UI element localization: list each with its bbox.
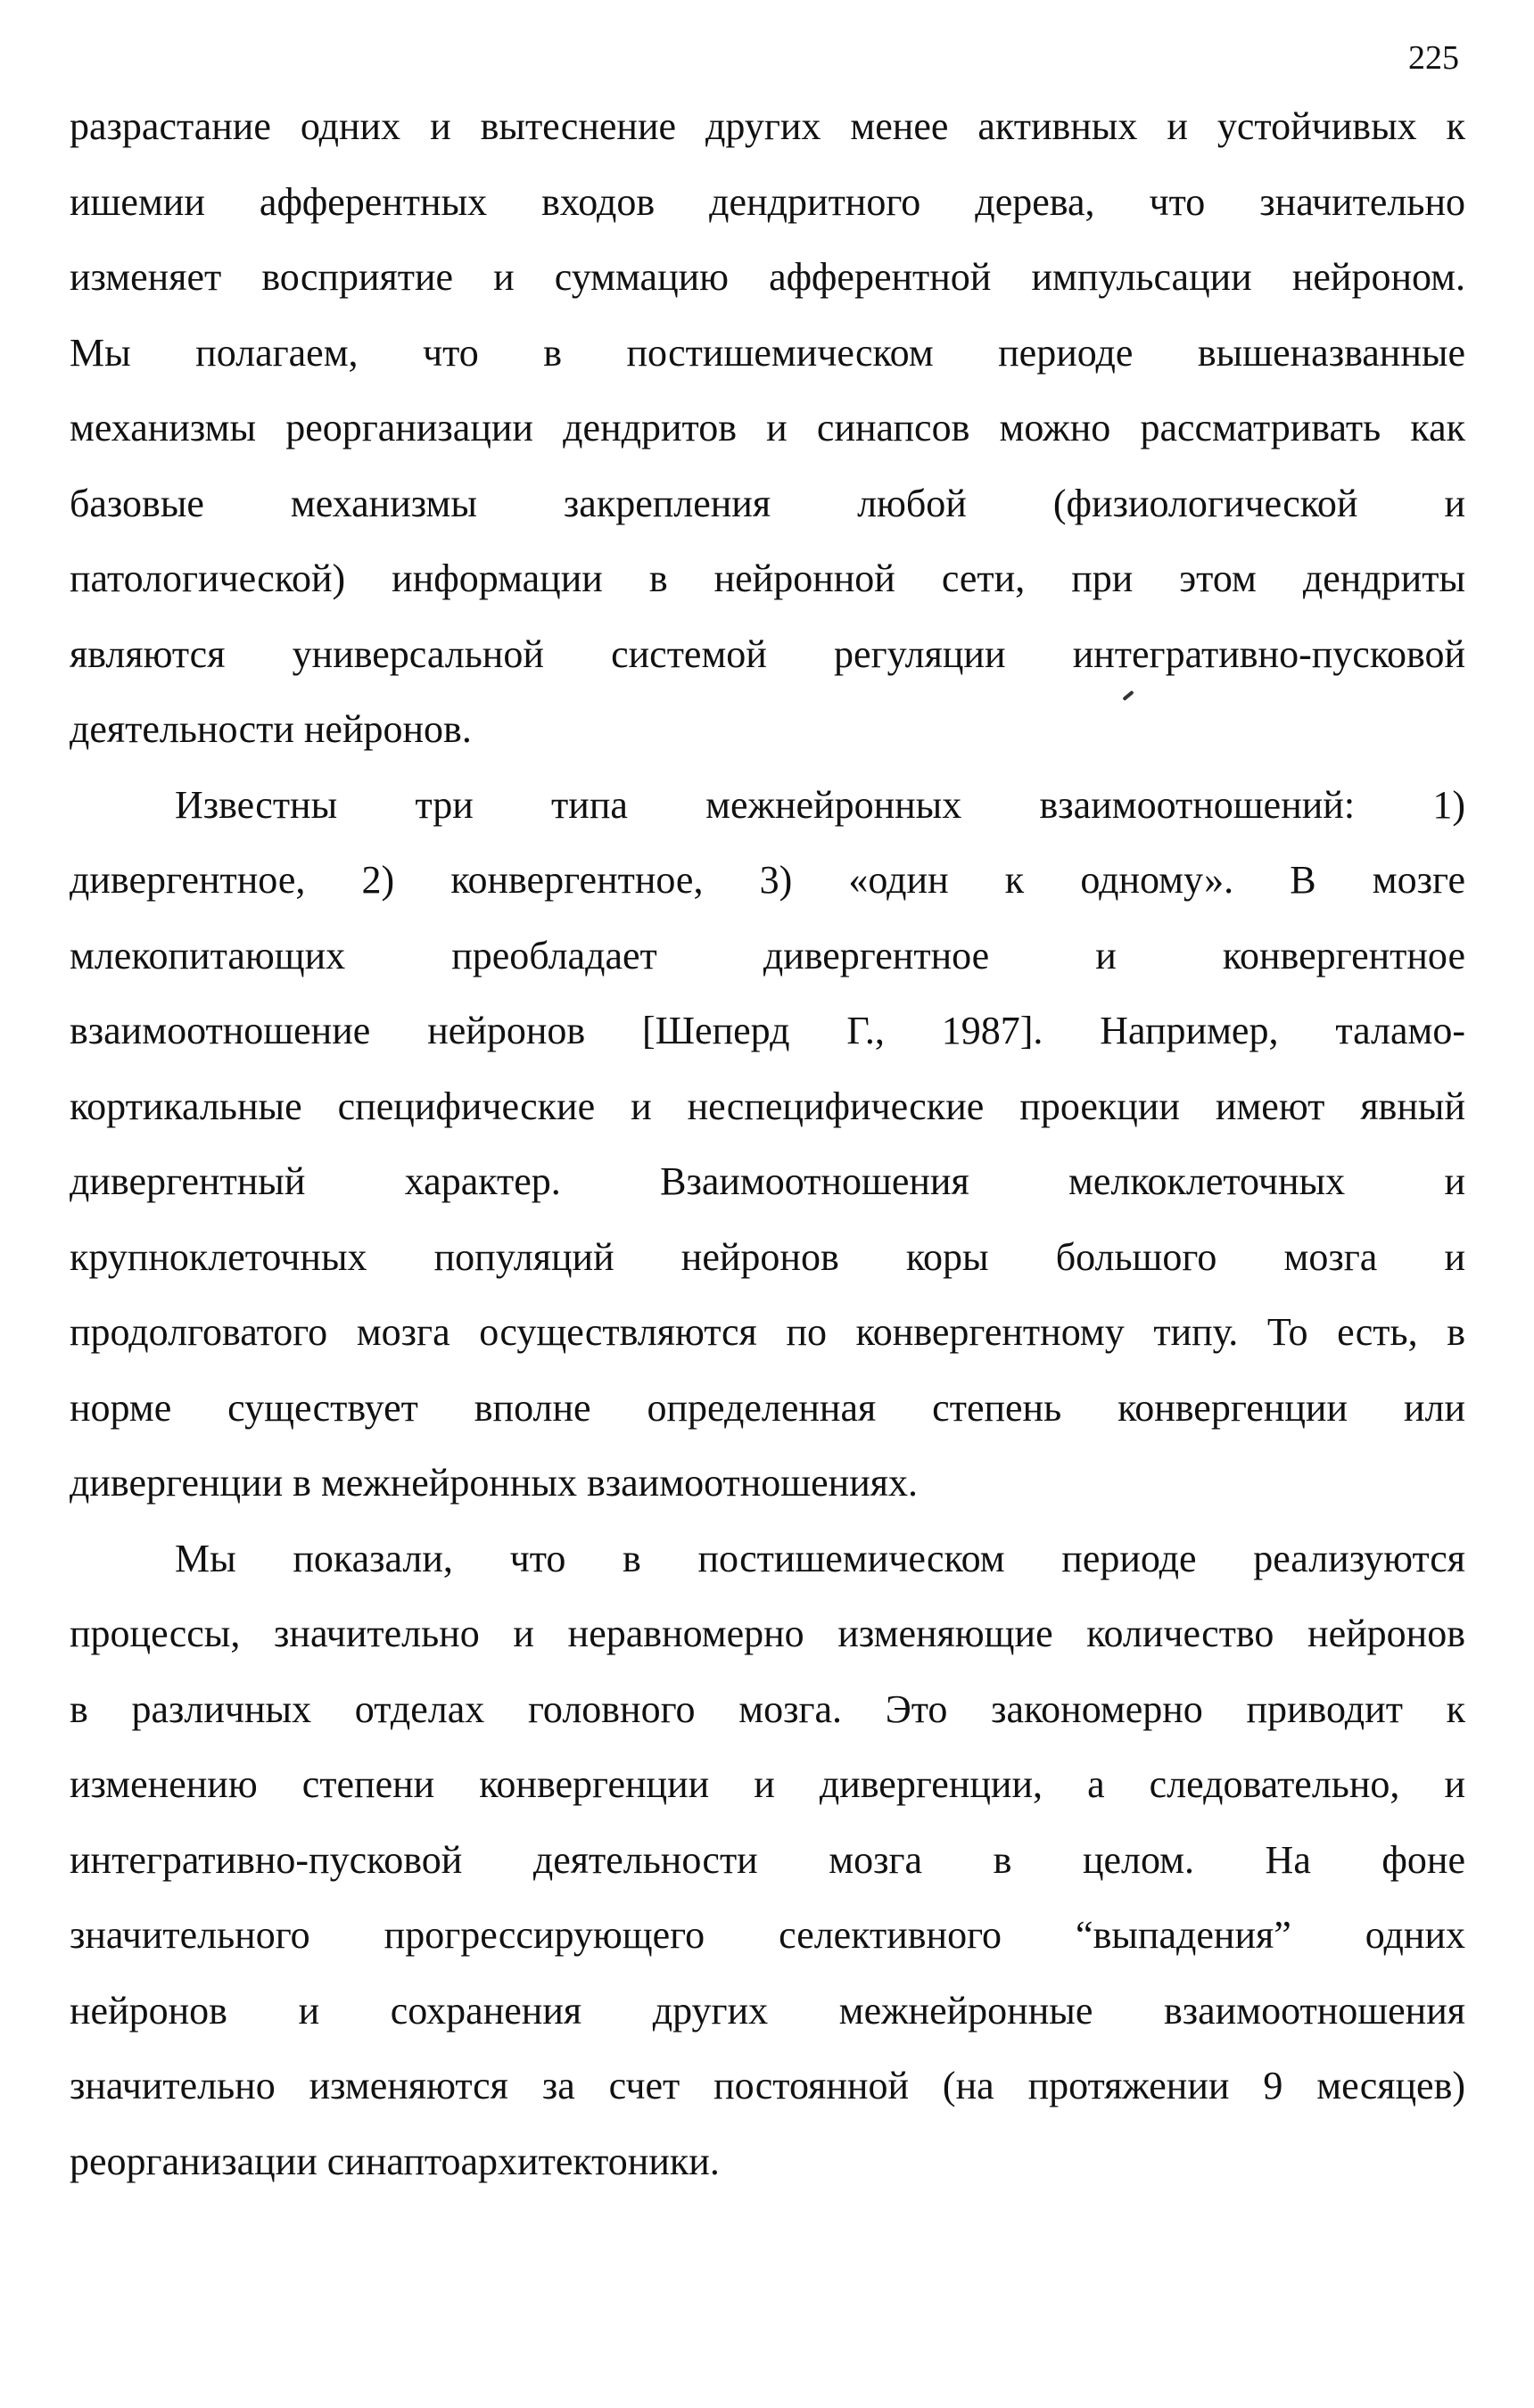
text-line: реорганизации синаптоархитектоники. [70,2139,720,2183]
paragraph-2 [70,768,1465,1521]
text-line: нейронов и сохранения других межнейронные взаимоотношения [70,1988,1465,2033]
text-line: изменению степени конвергенции и дивергенции, а следовательно, и [70,1762,1465,1806]
text-line: Известны три типа межнейронных взаимоотношений: 1) [175,782,1465,827]
text-line: дивергентное, 2) конвергентное, 3) «один к одному». В мозге [70,858,1465,902]
text-line: изменяет восприятие и суммацию афферентной импульсации нейроном. [70,255,1465,299]
body-text [70,89,1465,2199]
text-line: дивергентный характер. Взаимоотношения мелкоклеточных и [70,1159,1465,1203]
text-line: значительного прогрессирующего селективного “выпадения” одних [70,1913,1465,1957]
text-line: взаимоотношение нейронов [Шеперд Г., 1987]. Например, таламо- [70,1009,1465,1052]
text-line: ишемии афферентных входов дендритного дерева, что значительно [70,179,1465,224]
text-line: механизмы реорганизации дендритов и синапсов можно рассматривать как [70,406,1465,449]
text-line: деятельности нейронов. [70,707,472,751]
text-line: продолговатого мозга осуществляются по конвергентному типу. То есть, в [70,1310,1465,1354]
text-line: патологической) информации в нейронной сети, при этом дендриты [70,557,1465,600]
paragraph-1 [70,89,1465,768]
text-line: дивергенции в межнейронных взаимоотношениях. [70,1461,919,1505]
text-line: Мы показали, что в постишемическом периоде реализуются [175,1536,1465,1580]
paragraph-3 [70,1521,1465,2200]
text-line: норме существует вполне определенная степень конвергенции или [70,1385,1465,1430]
page-number: 225 [1408,39,1459,77]
text-line: разрастание одних и вытеснение других менее активных и устойчивых к [70,104,1465,148]
text-line: в различных отделах головного мозга. Это закономерно приводит к [70,1686,1465,1731]
text-line: кортикальные специфические и неспецифические проекции имеют явный [70,1084,1465,1128]
text-line: млекопитающих преобладает дивергентное и конвергентное [70,933,1465,977]
text-line: Мы полагаем, что в постишемическом периоде вышеназванные [70,330,1465,375]
text-line: значительно изменяются за счет постоянной (на протяжении 9 месяцев) [70,2064,1465,2107]
text-line: базовые механизмы закрепления любой (физиологической и [70,481,1465,525]
text-line: являются универсальной системой регуляции интегративно-пусковой [70,631,1465,676]
text-line: процессы, значительно и неравномерно изменяющие количество нейронов [70,1612,1465,1655]
text-line: интегративно-пусковой деятельности мозга в целом. На фоне [70,1837,1465,1882]
text-line: крупноклеточных популяций нейронов коры большого мозга и [70,1234,1465,1279]
